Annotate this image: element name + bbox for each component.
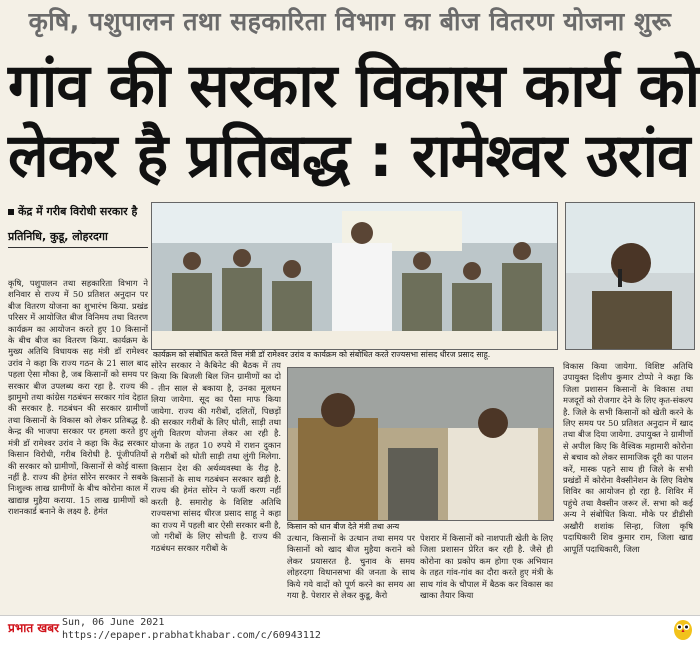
epaper-url[interactable]: https://epaper.prabhatkhabar.com/c/60943112 xyxy=(62,630,321,641)
photo-illustration xyxy=(152,203,557,349)
photo-seed-distribution xyxy=(287,367,554,521)
article-column-2: सोरेन सरकार ने कैबिनेट की बैठक में तय किया कि बिजली बिल जिन ग्रामीणों का दो - तीन साल से बकाया है, उनका मूलधन लिया जायेगा. सूद का पैसा माफ किया जायेगा. राज्य की गरीबों, दलितों, पिछड़ों की सरकार गरीबों के लिए धोती, साड़ी तथा लुंगी वितरण योजना लेकर आ रही है. योजना के तहत 10 रुपये में राशन दुकान से गरीबों को धोती साड़ी तथा लुंगी मिलेगा. किसान देश की अर्थव्यवस्था के रीढ़ है. किसानों के साथ गठबंधन सरकार खड़ी है. राज्य की हेमंत सोरेन ने फर्जी करण नहीं करती है. समारोह के विशिष्ट अतिथि राज्यसभा सांसद धीरज प्रसाद साहू ने कहा का राज्य में पहली बार ऐसी सरकार बनी है, जो गरीबों के लिए सोचती है. राज्य की गठबंधन सरकार गरीबों के xyxy=(151,360,281,553)
photo-illustration xyxy=(288,368,553,520)
newspaper-logo: प्रभात खबर xyxy=(8,621,59,635)
headline-line-1: गांव की सरकार विकास कार्य को xyxy=(8,51,700,121)
sidebar-box xyxy=(8,205,148,248)
photo-speaker-mic xyxy=(565,202,695,350)
article-column-3: उत्थान, किसानों के उत्थान तथा समय पर किसानों को खाद बीज मुहैया कराने को लेकर प्रयासरत है. चुनाव के समय लोहरदगा विधानसभा की जनता के साथ किये गये वादों को पूर्ण करने का समय आ गया है. पेशरार से लेकर कुडू, कैरो xyxy=(287,533,415,601)
issue-date: Sun, 06 June 2021 xyxy=(62,617,165,628)
headline-line-2: लेकर है प्रतिबद्ध : रामेश्वर उरांव xyxy=(8,121,690,191)
article-kicker: कृषि, पशुपालन तथा सहकारिता विभाग का बीज वितरण योजना शुरू xyxy=(28,7,672,36)
photo-illustration xyxy=(566,203,694,349)
photo-caption-1: कार्यक्रम को संबोधित करते वित्त मंत्री डॉ रामेश्वर उरांव व कार्यक्रम को संबोधित करते राज्यसभा सांसद धीरज प्रसाद साहू. xyxy=(153,350,491,359)
article-column-4: पेशरार में किसानों को नाशपाती खेती के लिए जिला प्रशासन प्रेरित कर रही है. जैसे ही कोरोना का प्रकोप कम होगा एक अभियान के तहत गांव-गांव का दौरा करते हुए मंत्री के साथ गांव के चौपाल में बैठक कर विकास का खाका तैयार किया xyxy=(420,533,553,601)
owl-icon xyxy=(673,618,693,640)
article-column-1: कृषि, पशुपालन तथा सहकारिता विभाग ने शनिवार से राज्य में 50 प्रतिशत अनुदान पर बीज वितरण योजना का शुभारंभ किया. प्रखंड परिसर में आयोजित बीज विनिमय तथा वितरण कार्यक्रम का आयोजन करते हुए 10 किसानों के बीच बीज का वितरण किया. कार्यक्रम के मुख्य अतिथि विधायक सह मंत्री डॉ रामेश्वर उरांव ने कहा कि राज्य गठन के 21 साल बाद पहला ऐसा मौका है, जब किसानों को समय पर सरकार बीज उपलब्ध करा रहा है. राज्य की झामुमो तथा कांग्रेस गठबंधन सरकार गांव देहात की सरकार है. गठबंधन की सरकार ग्रामीणों तथा किसानों के विकास को लेकर प्रतिबद्ध है. केन्द्र की भाजपा सरकार पर हमला करते हुए मंत्री डॉ रामेश्वर उरांव ने कहा कि केंद्र सरकार किसान विरोधी, गरीब विरोधी है. पूंजीपतियों की सरकार को ग्रामीणों, किसानों से कोई वास्ता नहीं है. राज्य की हेमंत सोरेन सरकार ने सबके निःशुल्क लाख ग्रामीणों के बीच कोरोना काल में खाद्यान्न मुहैया कराया. 15 लाख ग्रामीणों को राशनकार्ड बनाने के लक्ष्य है. हेमंत xyxy=(8,278,148,517)
byline: प्रतिनिधि, कुडू, लोहरदगा xyxy=(8,229,148,248)
bullet-icon xyxy=(8,209,14,215)
sidebar-bullet-text: केंद्र में गरीब विरोधी सरकार है xyxy=(18,205,138,218)
article-column-5: विकास किया जायेगा. विशिष्ट अतिथि उपायुक्त दिलीप कुमार टोप्पो ने कहा कि जिला प्रशासन किसानों के विकास तथा मजदूरों को रोजगार देने के लिए कृत-संकल्प है. जिले के सभी किसानों को खेती करने के लिए समय पर 50 प्रतिशत अनुदान में खाद तथा बीज दिया जायेगा. उपायुक्त ने ग्रामीणों से अपील किए कि वैश्विक महामारी कोरोना से बचाव को लेकर सामाजिक दूरी का पालन करें, मास्क पहने साथ ही जिले के सभी प्रखंडों में कोरोना वैक्सीनेशन के लिए विशेष शिविर का आयोजन हो रहा है. शिविर में पहुंचे तथा वैक्सीन जरूर लें. सभा को कई अन्य ने संबोधित किया. मौके पर डीडीसी अखौरी शशांक सिन्हा, जिला कृषि पदाधिकारी शिव कुमार राम, जिला खाद्य आपूर्ति पदाधिकारी, जिला xyxy=(563,361,693,554)
photo-caption-2: किसान को धान बीज देते मंत्री तथा अन्य xyxy=(287,522,400,531)
photo-minister-event xyxy=(151,202,558,350)
